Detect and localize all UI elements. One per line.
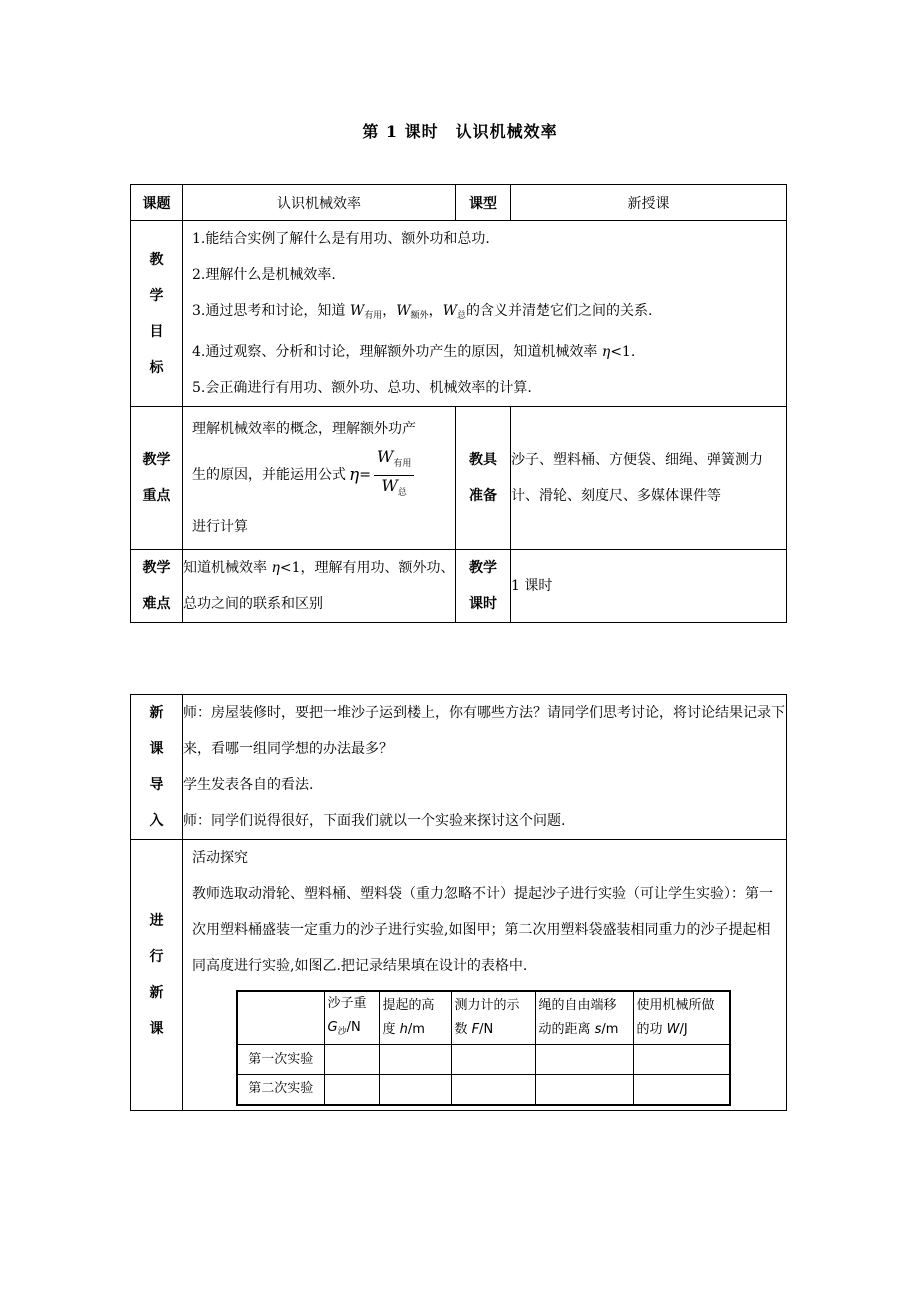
header-machine-work: 使用机械所做 的功 W/J bbox=[633, 991, 730, 1045]
topic-label: 课题 bbox=[131, 185, 183, 221]
new-lesson-content bbox=[183, 840, 787, 1111]
row-label-first: 第一次实验 bbox=[237, 1045, 324, 1075]
activity-title: 活动探究 bbox=[192, 850, 248, 866]
header-lift-height: 提起的高 度 h/m bbox=[379, 991, 451, 1045]
key-points-label: 教学 重点 bbox=[131, 407, 183, 550]
topic-row bbox=[131, 185, 787, 221]
objectives-row bbox=[131, 221, 787, 407]
header-empty-cell bbox=[237, 991, 324, 1045]
new-lesson-row bbox=[131, 840, 787, 1111]
experiment-row-1 bbox=[237, 1045, 730, 1075]
table-cell bbox=[379, 1075, 451, 1105]
experiment-table bbox=[236, 990, 731, 1106]
objective-1: 1.能结合实例了解什么是有用功、额外功和总功. bbox=[192, 231, 490, 247]
lesson-process-table bbox=[130, 694, 787, 1111]
key-line-3: 进行计算 bbox=[192, 518, 248, 535]
efficiency-formula: $\frac{W_{有用}}{W_总}$ bbox=[374, 447, 414, 502]
key-line-2: 生的原因，并能运用公式 η = $\frac{W_{有用}}{W_总}$ bbox=[183, 447, 455, 502]
topic-value: 认识机械效率 bbox=[183, 185, 456, 221]
new-lesson-label: 进 行 新 课 bbox=[131, 840, 183, 1111]
hours-value: 1 课时 bbox=[511, 550, 787, 623]
intro-label: 新 课 导 入 bbox=[131, 695, 183, 840]
difficulty-label: 教学 难点 bbox=[131, 550, 183, 623]
experiment-row-2 bbox=[237, 1075, 730, 1105]
table-cell bbox=[324, 1045, 379, 1075]
header-sand-weight: 沙子重 $G_沙/N$ bbox=[324, 991, 379, 1045]
row-label-second: 第二次实验 bbox=[237, 1075, 324, 1105]
table-cell bbox=[379, 1045, 451, 1075]
objectives-content bbox=[183, 221, 787, 407]
objective-2: 2.理解什么是机械效率. bbox=[192, 267, 336, 283]
key-points-row bbox=[131, 407, 787, 550]
tools-label: 教具 准备 bbox=[456, 407, 511, 550]
type-value: 新授课 bbox=[511, 185, 787, 221]
objectives-label: 教 学 目 标 bbox=[131, 221, 183, 407]
key-points-content bbox=[183, 407, 456, 550]
table-cell bbox=[535, 1075, 633, 1105]
intro-paragraph-2: 学生发表各自的看法. bbox=[183, 777, 314, 793]
header-force-reading: 测力计的示 数 F/N bbox=[451, 991, 535, 1045]
page-title: 第 1 课时 认识机械效率 bbox=[362, 122, 558, 141]
intro-row bbox=[131, 695, 787, 840]
table-cell bbox=[451, 1075, 535, 1105]
table-cell bbox=[324, 1075, 379, 1105]
table-cell bbox=[633, 1075, 730, 1105]
table-cell bbox=[633, 1045, 730, 1075]
hours-label: 教学 课时 bbox=[456, 550, 511, 623]
intro-paragraph-3: 师：同学们说得很好，下面我们就以一个实验来探讨这个问题. bbox=[183, 813, 566, 829]
difficulty-content: 知道机械效率 η<1，理解有用功、额外功、总功之间的联系和区别 bbox=[183, 550, 456, 623]
type-label: 课型 bbox=[456, 185, 511, 221]
eta-symbol: η bbox=[349, 465, 360, 485]
activity-description: 教师选取动滑轮、塑料桶、塑料袋（重力忽略不计）提起沙子进行实验（可让学生实验）：第一次用塑料桶盛装一定重力的沙子进行实验,如图甲；第二次用塑料袋盛装相同重力的沙子提起相同高度进行实验,如图乙.把记录结果填在设计的表格中. bbox=[192, 886, 773, 974]
table-cell bbox=[535, 1045, 633, 1075]
intro-paragraph-1: 师：房屋装修时，要把一堆沙子运到楼上，你有哪些方法？请同学们思考讨论，将讨论结果记录下来，看哪一组同学想的办法最多？ bbox=[183, 705, 785, 757]
objective-5: 5.会正确进行有用功、额外功、总功、机械效率的计算. bbox=[192, 380, 532, 396]
header-rope-distance: 绳的自由端移 动的距离 s/m bbox=[535, 991, 633, 1045]
key-line-1: 理解机械效率的概念，理解额外功产 bbox=[192, 421, 416, 438]
lesson-info-table bbox=[130, 184, 787, 623]
intro-content bbox=[183, 695, 787, 840]
table-cell bbox=[451, 1045, 535, 1075]
objective-4: 4.通过观察、分析和讨论，理解额外功产生的原因，知道机械效率 η<1. bbox=[192, 344, 636, 360]
objective-3: 3.通过思考和讨论，知道 $W_{有用}$，$W_{额外}$，$W_总$的含义并清楚它们之间的关系. bbox=[192, 303, 653, 321]
tools-value: 沙子、塑料桶、方便袋、细绳、弹簧测力计、滑轮、刻度尺、多媒体课件等 bbox=[511, 407, 787, 550]
difficulty-row bbox=[131, 550, 787, 623]
experiment-header-row bbox=[237, 991, 730, 1045]
